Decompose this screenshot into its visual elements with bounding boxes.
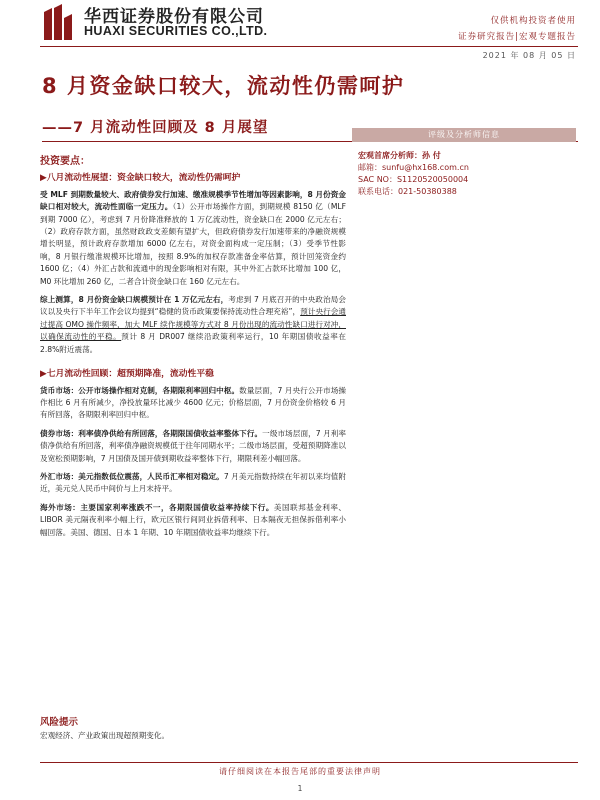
analyst-phone: 联系电话：021-50380388	[358, 187, 457, 196]
report-type: 证券研究报告|宏观专题报告	[458, 32, 576, 42]
section-outlook-title: ▶八月流动性展望：资金缺口较大，流动性仍需呵护	[40, 173, 241, 184]
bond-market-text: 一级市场层面，7 月利率债净供给有所回落，利率债净融资规模低于往年同期水平；二级市场层面，受超预期降准以及宽松预期影响，7 月国债及国开债到期收益率整体下行，期限利差小幅回落。	[40, 428, 347, 463]
paragraph-overseas-market	[40, 502, 346, 539]
fx-market-lead: 外汇市场：美元指数低位震荡，人民币汇率相对稳定。	[40, 471, 224, 481]
paragraph-outlook-lead: 受 MLF 到期数量较大、政府债券发行加速、缴准规模季节性增加等因素影响，8 月份资金缺口相对较大，流动性面临一定压力。	[40, 189, 346, 212]
header-divider	[40, 46, 578, 47]
paragraph-conclusion	[40, 294, 346, 356]
analyst-info	[358, 150, 469, 198]
paragraph-outlook	[40, 189, 346, 288]
company-name-en: HUAXI SECURITIES CO.,LTD.	[84, 24, 268, 38]
paragraph-fx-market	[40, 471, 346, 496]
analyst-email[interactable]: 邮箱：sunfu@hx168.com.cn	[358, 163, 469, 172]
risk-heading: 风险提示	[40, 717, 79, 728]
report-title: 8 月资金缺口较大，流动性仍需呵护	[42, 74, 405, 98]
paragraph-bond-market	[40, 428, 346, 465]
section-review-title: ▶七月流动性回顾：超预期降准，流动性平稳	[40, 369, 214, 380]
summary-heading: 投资要点：	[40, 156, 90, 167]
footer-divider	[40, 762, 578, 763]
bond-market-lead: 债券市场：利率债净供给有所回落，各期限国债收益率整体下行。	[40, 428, 263, 438]
legal-notice: 请仔细阅读在本报告尾部的重要法律声明	[219, 767, 381, 776]
analyst-name: 宏观首席分析师：孙 付	[358, 151, 441, 160]
huaxi-logo-icon	[40, 4, 76, 42]
paragraph-outlook-text: （1）公开市场操作方面，到期规模 8150 亿（MLF 到期 7000 亿），考虑到 7 月份降准释放的 1 万亿流动性，资金缺口在 2000 亿元左右；（2）政府存款方面，虽然财政政支差颇有望扩大，但政府债券发行加速带来的净融资规模增长明显，预计政府存款增加 6000 亿左右，对资金面构成一定压制；（3）受季节性影响，8 月银行缴准规模环比增加，按照 8.9%的加权存款准备金率估算，预计回笼资金约 1600 亿；（4）外汇占款和流通中的现金影响相对有限，其中外汇占款环比增加 100 亿，M0 环比增加 260 亿，二者合计资金缺口在 160 亿元左右。	[40, 202, 346, 286]
paragraph-money-market	[40, 385, 346, 422]
rating-box-title: 评级及分析师信息	[352, 128, 576, 142]
page-number: 1	[297, 784, 303, 793]
company-name-cn: 华西证券股份有限公司	[84, 7, 264, 27]
paragraph-conclusion-tail: 预计 8 月 DR007 继续沿政策利率运行，10 年期国债收益率在 2.8%附近震荡。	[40, 332, 346, 354]
report-subtitle: ——7 月流动性回顾及 8 月展望	[42, 120, 269, 136]
overseas-market-text: 美国联邦基金利率、LIBOR 美元隔夜利率小幅上行，欧元区银行间同业拆借利率、日本隔夜无担保拆借利率小幅回落。美国、德国、日本 1 年期、10 年期国债收益率均继续下行。	[40, 502, 347, 537]
paragraph-conclusion-underlined: 预计央行会通过提高 OMO 操作频率，加大 MLF 续作规模等方式对 8 月份出现的流动性缺口进行对冲，以确保流动性的平稳。	[40, 307, 346, 342]
paragraph-conclusion-text: 考虑到 7 月底召开的中央政治局会议以及央行下半年工作会议均提到“稳健的货币政策要保持流动性合理充裕”，	[40, 295, 346, 317]
summary-body	[40, 156, 346, 545]
analyst-sac: SAC NO：S1120520050004	[358, 175, 469, 184]
money-market-lead: 货币市场：公开市场操作相对克制，各期限利率回归中枢。	[40, 385, 240, 395]
fx-market-text: 7 月美元指数持续在年初以来均值附近，美元兑人民币中间价与上月末持平。	[40, 471, 346, 494]
overseas-market-lead: 海外市场：主要国家利率涨跌不一，各期限国债收益率持续下行。	[40, 502, 274, 512]
audience-note: 仅供机构投资者使用	[490, 16, 576, 26]
risk-text: 宏观经济、产业政策出现超预期变化。	[40, 731, 170, 740]
paragraph-conclusion-lead: 综上测算，8 月份资金缺口规模预计在 1 万亿元左右，	[40, 295, 229, 305]
report-date: 2021 年 08 月 05 日	[482, 51, 576, 60]
money-market-text: 数量层面，7 月央行公开市场操作相比 6 月有所减少，净投放量环比减少 4600 亿元；价格层面，7 月份资金价格较 6 月有所回落，各期限利率回归中枢。	[40, 385, 346, 420]
